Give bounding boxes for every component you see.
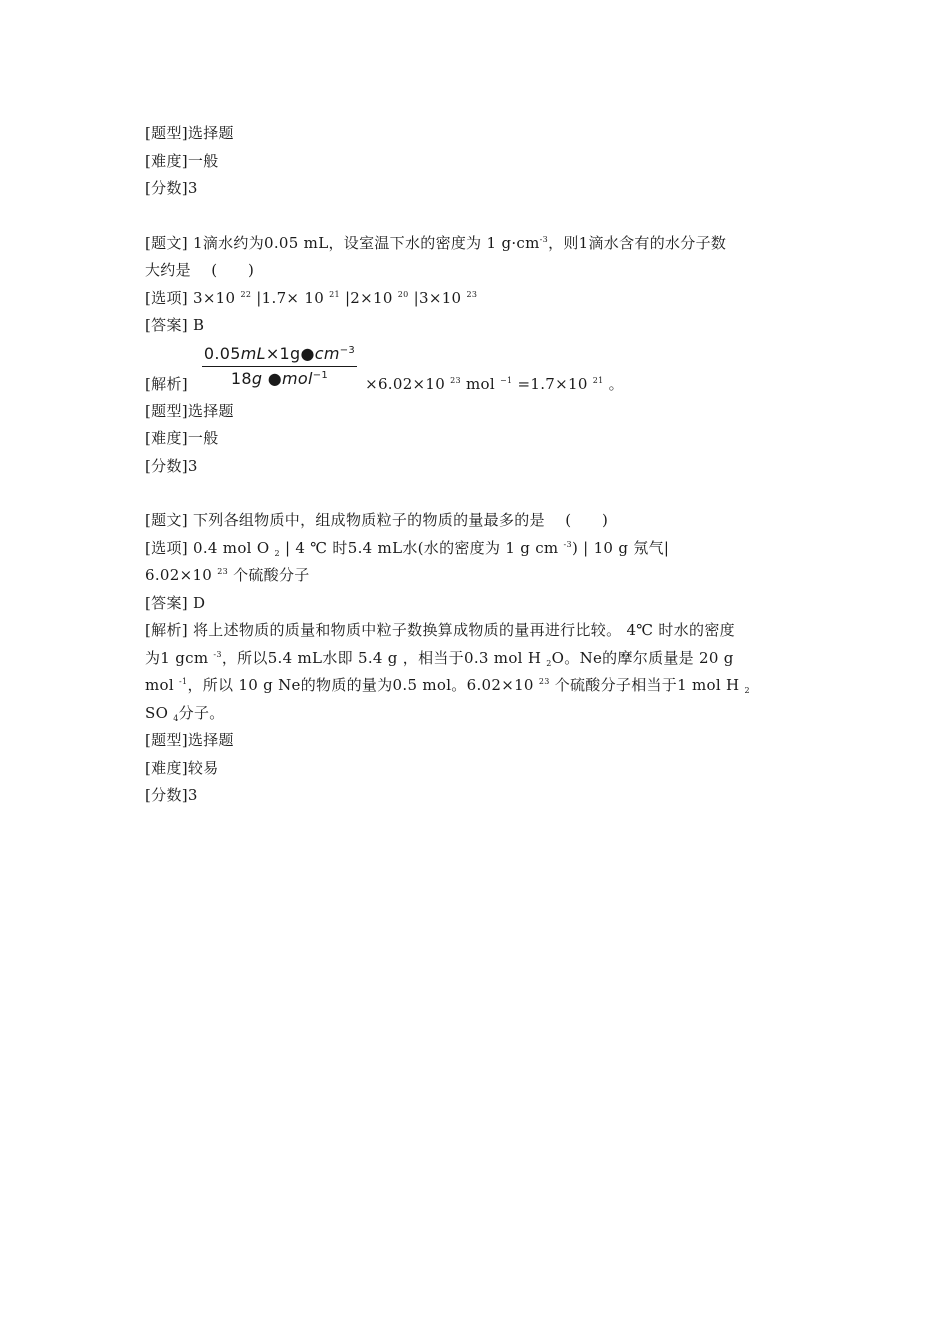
- question-score: [分数]3: [145, 786, 198, 804]
- question-answer: [答案] B: [145, 316, 205, 334]
- formula-result: ×6.02×10 $^{23}$ mol $^{-1}$ =1.7×10 $^{21}$ 。: [365, 374, 624, 393]
- question-type: [题型]选择题: [145, 401, 234, 420]
- fraction-numerator: $0.05mL\times 1g●cm^{-3}$: [202, 344, 357, 367]
- fraction-denominator: 18g ●mol$^{-1}$: [230, 368, 329, 388]
- question-difficulty: [难度]一般: [145, 429, 219, 447]
- document-body: [145, 120, 810, 810]
- question-answer: [答案] D: [145, 593, 206, 612]
- formula-fraction: [202, 344, 357, 388]
- question-analysis-line4: SO $_4$分子。: [145, 703, 225, 723]
- question-type: [题型]选择题: [145, 731, 234, 749]
- question-stem: [题文] 下列各组物质中，组成物质粒子的物质的量最多的是 ( ): [145, 511, 609, 529]
- question-difficulty: [难度]一般: [145, 151, 219, 170]
- question-options-continued: 6.02×10 $^{23}$ 个硫酸分子: [145, 566, 310, 584]
- question-difficulty: [难度]较易: [145, 758, 219, 777]
- question-stem: [题文] 1滴水约为0.05 mL，设室温下水的密度为 1 $g\cdot cm^{-3}$，则1滴水含有的水分子数: [145, 233, 727, 252]
- question-analysis: [解析] $\frac{0.05mL\times 1g●cm^{-3}}{18g ●mol^{-1}}$ ×6.02×10 $^{23}$ mol $^{-1}$ =1.7×10 $^{21}$ 。: [145, 340, 810, 398]
- question-analysis: [解析] 将上述物质的质量和物质中粒子数换算成物质的量再进行比较。 4℃ 时水的密度: [145, 621, 735, 639]
- question-type: [题型]选择题: [145, 124, 234, 142]
- question-score: [分数]3: [145, 179, 198, 197]
- question-options: [选项] 0.4 mol O $_2$ | 4 ℃ 时5.4 mL水(水的密度为 1 g cm $^{-3}$) | 10 g 氖气|: [145, 538, 670, 558]
- question-options: [选项] 3×10 $^{22}$ |1.7× 10 $^{21}$ |2×10 $^{20}$ |3×10 $^{23}$: [145, 288, 478, 307]
- question-stem-continued: 大约是 ( ): [145, 261, 255, 279]
- question-score: [分数]3: [145, 456, 198, 475]
- question-analysis-line3: mol $^{-1}$，所以 10 g Ne的物质的量为0.5 mol。6.02×10 $^{23}$ 个硫酸分子相当于1 mol H $_2$: [145, 676, 750, 695]
- question-analysis-line2: 为1 gcm $^{-3}$，所以5.4 mL水即 5.4 g ，相当于0.3 mol H $_2$O。Ne的摩尔质量是 20 g: [145, 648, 734, 668]
